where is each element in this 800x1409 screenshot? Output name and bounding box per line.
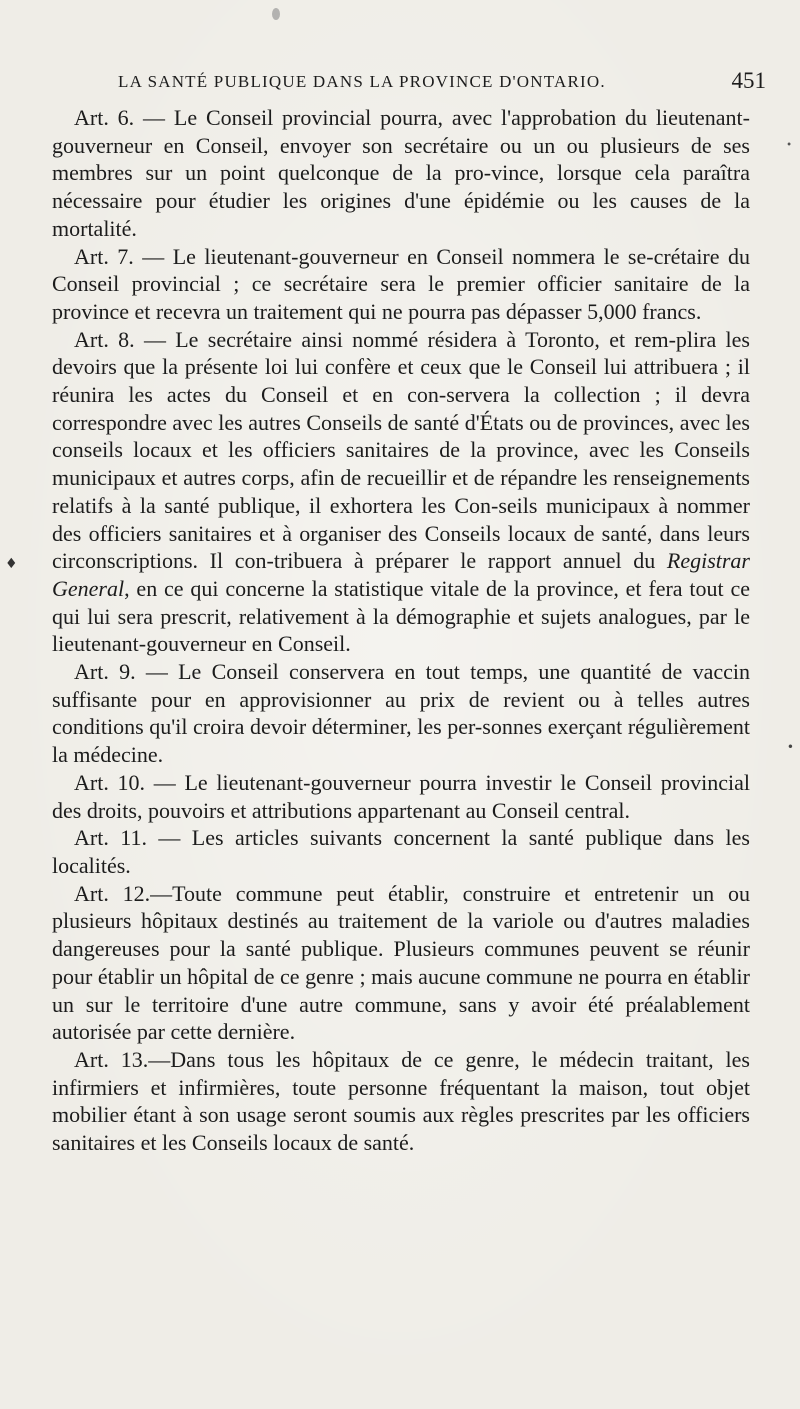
- ink-spot: [272, 8, 280, 20]
- article-9: Art. 9. — Le Conseil conservera en tout temps, une quantité de vaccin suffisante pour en approvisionner au prix de revient ou à telles autres conditions qu'il croira devoir déterminer, les per-sonnes exerçant régulièrement la médecine.: [52, 659, 750, 768]
- article-11: Art. 11. — Les articles suivants concernent la santé publique dans les localités.: [52, 825, 750, 878]
- body-text: [52, 104, 750, 1157]
- article-13: Art. 13.—Dans tous les hôpitaux de ce genre, le médecin traitant, les infirmiers et infirmières, toute personne fréquentant la maison, tout objet mobilier étant à son usage seront soumis aux règles prescrites par les officiers sanitaires et les Conseils locaux de santé.: [52, 1046, 750, 1156]
- page-header: [118, 66, 766, 96]
- article-10: Art. 10. — Le lieutenant-gouverneur pourra investir le Conseil provincial des droits, pouvoirs et attributions appartenant au Conseil central.: [52, 769, 750, 823]
- registrar-general-title: Registrar General: [52, 548, 750, 601]
- article-8: [52, 326, 750, 658]
- page-number: 451: [731, 68, 766, 93]
- article-7: Art. 7. — Le lieutenant-gouverneur en Conseil nommera le se-crétaire du Conseil provincial ; ce secrétaire sera le premier officier sanitaire de la province et recevra un traitement qui ne pourra pas dépasser 5,000 francs.: [52, 243, 750, 324]
- article-8-text-before: Art. 8. — Le secrétaire ainsi nommé résidera à Toronto, et rem-plira les devoirs que la présente loi lui confère et ceux que le Conseil lui attribuera ; il réunira les actes du Conseil et en con-servera la collection ; il devra correspondre avec les autres Conseils de santé d'États ou de provinces, avec les conseils locaux et les officiers sanitaires de la province, avec les Conseils municipaux et autres corps, afin de recueillir et de répandre les renseignements relatifs à la santé publique, il exhortera les Con-seils municipaux à nommer des officiers sanitaires et à organiser des Conseils locaux de santé, dans leurs circonscriptions. Il con-tribuera à préparer le rapport annuel du: [52, 326, 750, 574]
- article-12: Art. 12.—Toute commune peut établir, construire et entretenir un ou plusieurs hôpitaux destinés au traitement de la variole ou d'autres maladies dangereuses pour la santé publique. Plusieurs communes peuvent se réunir pour établir un hôpital de ce genre ; mais aucune commune ne pourra en établir un sur le territoire d'une autre commune, sans y avoir été préalablement autorisée par cette dernière.: [52, 880, 750, 1045]
- margin-mark-left: ♦: [5, 556, 18, 572]
- article-8-text-after: , en ce qui concerne la statistique vitale de la province, et fera tout ce qui lui sera prescrit, relativement à la démographie et sujets analogues, par le lieutenant-gouverneur en Conseil.: [52, 575, 750, 657]
- margin-mark-right-top: •: [786, 140, 792, 151]
- running-title: LA SANTÉ PUBLIQUE DANS LA PROVINCE D'ONTARIO.: [118, 72, 606, 91]
- article-6: Art. 6. — Le Conseil provincial pourra, avec l'approbation du lieutenant-gouverneur en Conseil, envoyer son secrétaire ou un ou plusieurs de ses membres sur un point quelconque de la pro-vince, lorsque cela paraîtra nécessaire pour étudier les origines d'une épidémie ou les causes de la mortalité.: [52, 105, 750, 241]
- margin-mark-right-mid: •: [786, 740, 794, 754]
